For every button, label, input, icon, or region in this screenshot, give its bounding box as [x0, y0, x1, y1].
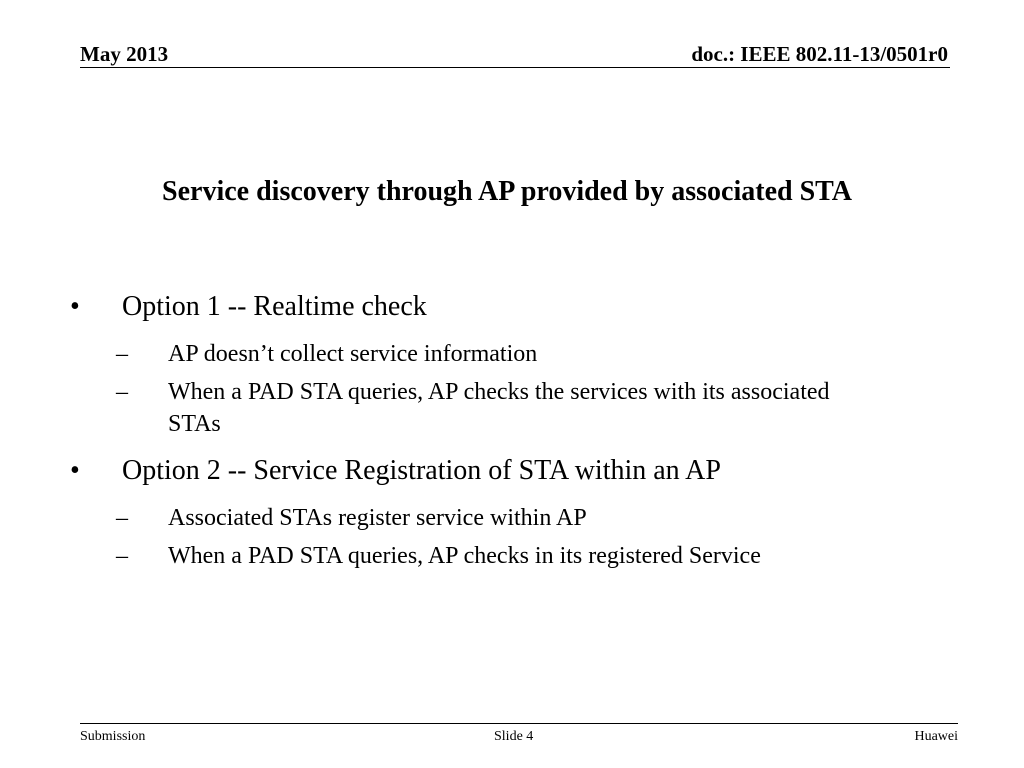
bullet-item [0, 452, 1024, 490]
sub-bullet-marker: – [116, 505, 128, 531]
bullet-text: Option 1 -- Realtime check [122, 291, 427, 322]
sub-bullet-item [0, 338, 1024, 370]
slide-content [0, 288, 1024, 578]
footer-submission: Submission [80, 729, 146, 744]
sub-bullet-marker: – [116, 379, 128, 405]
sub-bullet-text: When a PAD STA queries, AP checks the services with its associated STAs [168, 379, 830, 437]
header-divider [80, 67, 950, 68]
sub-bullet-text: Associated STAs register service within AP [168, 505, 587, 531]
footer-company: Huawei [914, 729, 958, 744]
sub-bullet-marker: – [116, 341, 128, 367]
footer-slide-number: Slide 4 [494, 729, 534, 744]
bullet-text: Option 2 -- Service Registration of STA within an AP [122, 455, 721, 486]
bullet-marker: • [70, 291, 80, 322]
sub-bullet-item [0, 540, 1024, 572]
header-doc-id: doc.: IEEE 802.11-13/0501r0 [691, 42, 948, 66]
sub-bullet-item [0, 502, 1024, 534]
bullet-marker: • [70, 455, 80, 486]
bullet-item [0, 288, 1024, 326]
sub-bullet-item [0, 376, 1024, 440]
sub-bullet-text: AP doesn’t collect service information [168, 341, 538, 367]
sub-bullet-text: When a PAD STA queries, AP checks in its registered Service [168, 543, 761, 569]
sub-bullet-marker: – [116, 543, 128, 569]
footer-divider [80, 723, 958, 724]
header-date: May 2013 [80, 42, 169, 66]
slide-title: Service discovery through AP provided by associated STA [162, 176, 852, 207]
